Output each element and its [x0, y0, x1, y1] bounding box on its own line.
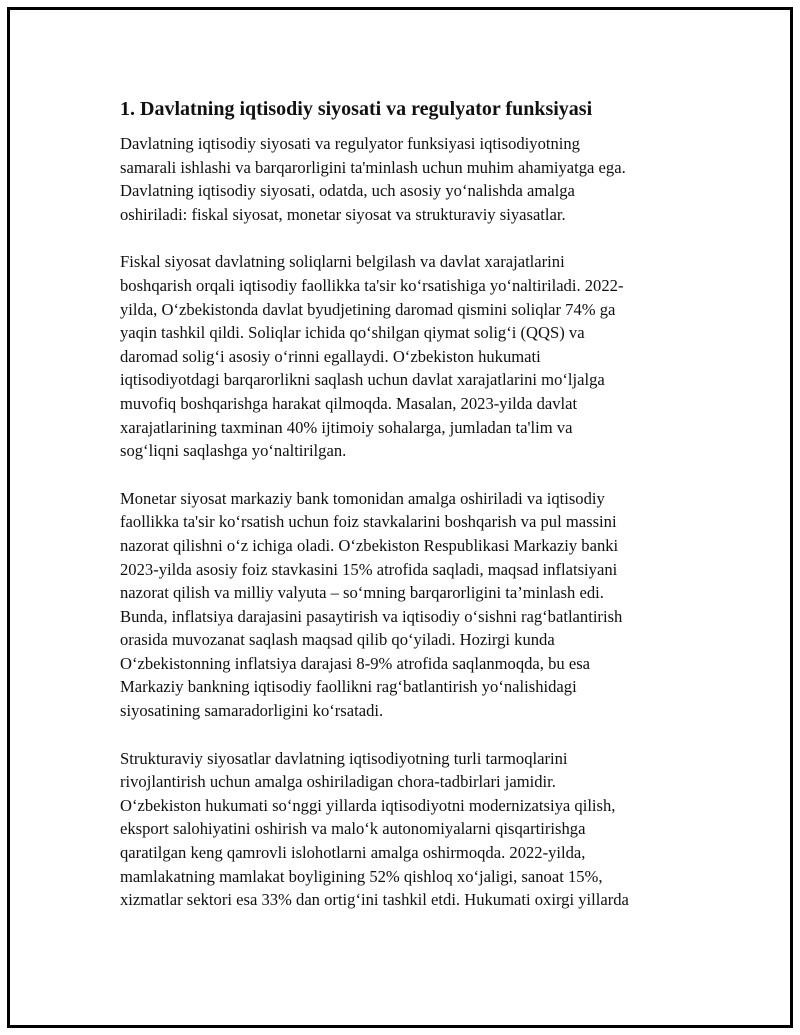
text-line: Markaziy bankning iqtisodiy faollikni rag‘batlantirish yo‘nalishidagi	[120, 677, 577, 697]
text-line: siyosatining samaradorligini ko‘rsatadi.	[120, 701, 384, 721]
section-heading: 1. Davlatning iqtisodiy siyosati va regulyator funksiyasi	[120, 98, 593, 120]
text-line: xizmatlar sektori esa 33% dan ortig‘ini tashkil etdi. Hukumati oxirgi yillarda	[120, 890, 629, 910]
text-line: O‘zbekistonning inflatsiya darajasi 8-9% atrofida saqlanmoqda, bu esa	[120, 653, 591, 673]
page-frame	[7, 7, 793, 1028]
text-line: Davlatning iqtisodiy siyosati va regulyator funksiyasi iqtisodiyotning	[120, 134, 580, 153]
text-line: faollikka ta'sir ko‘rsatish uchun foiz stavkalarini boshqarish va pul massini	[120, 512, 617, 532]
text-line: qaratilgan keng qamrovli islohotlarni amalga oshirmoqda. 2022-yilda,	[120, 843, 586, 863]
text-line: Monetar siyosat markaziy bank tomonidan amalga oshiriladi va iqtisodiy	[120, 488, 605, 508]
paragraph-structural	[120, 747, 695, 912]
text-line: O‘zbekiston hukumati so‘nggi yillarda iqtisodiyotni modernizatsiya qilish,	[120, 795, 616, 815]
text-line: iqtisodiyotdagi barqarorlikni saqlash uchun davlat xarajatlarini mo‘ljalga	[120, 370, 605, 390]
text-line: xarajatlarining taxminan 40% ijtimoiy sohalarga, jumladan ta'lim va	[120, 417, 573, 437]
document-body	[120, 96, 695, 936]
text-line: daromad solig‘i asosiy o‘rinni egallaydi. O‘zbekiston hukumati	[120, 346, 541, 366]
text-line: Strukturaviy siyosatlar davlatning iqtisodiyotning turli tarmoqlarini	[120, 748, 568, 768]
text-line: oshiriladi: fiskal siyosat, monetar siyosat va strukturaviy siyasatlar.	[120, 204, 566, 224]
text-line: nazorat qilishni o‘z ichiga oladi. O‘zbekiston Respublikasi Markaziy banki	[120, 535, 619, 555]
text-line: yaqin tashkil qildi. Soliqlar ichida qo‘shilgan qiymat solig‘i (QQS) va	[120, 323, 585, 343]
text-line: sog‘liqni saqlashga yo‘naltirilgan.	[120, 441, 347, 461]
text-line: boshqarish orqali iqtisodiy faollikka ta'sir ko‘rsatishiga yo‘naltiriladi. 2022-	[120, 275, 624, 295]
paragraph-intro	[120, 132, 695, 226]
text-line: Bunda, inflatsiya darajasini pasaytirish va iqtisodiy o‘sishni rag‘batlantirish	[120, 606, 623, 626]
text-line: rivojlantirish uchun amalga oshiriladigan chora-tadbirlari jamidir.	[120, 772, 556, 792]
text-line: 2023-yilda asosiy foiz stavkasini 15% atrofida saqladi, maqsad inflatsiyani	[120, 559, 618, 579]
text-line: eksport salohiyatini oshirish va malo‘k autonomiyalarni qisqartirishga	[120, 819, 586, 839]
text-line: Davlatning iqtisodiy siyosati, odatda, uch asosiy yo‘nalishda amalga	[120, 181, 575, 201]
text-line: samarali ishlashi va barqarorligini ta'minlash uchun muhim ahamiyatga ega.	[120, 157, 626, 177]
paragraph-monetary	[120, 487, 695, 723]
text-line: Fiskal siyosat davlatning soliqlarni belgilash va davlat xarajatlarini	[120, 252, 565, 272]
text-line: muvofiq boshqarishga harakat qilmoqda. Masalan, 2023-yilda davlat	[120, 393, 578, 413]
text-line: yilda, O‘zbekistonda davlat byudjetining daromad qismini soliqlar 74% ga	[120, 299, 616, 319]
paragraph-fiscal	[120, 250, 695, 462]
text-line: mamlakatning mamlakat boyligining 52% qishloq xo‘jaligi, sanoat 15%,	[120, 866, 603, 886]
text-line: orasida muvozanat saqlash maqsad qilib qo‘yiladi. Hozirgi kunda	[120, 630, 555, 650]
text-line: nazorat qilish va milliy valyuta – so‘mning barqarorligini ta’minlash edi.	[120, 583, 604, 603]
